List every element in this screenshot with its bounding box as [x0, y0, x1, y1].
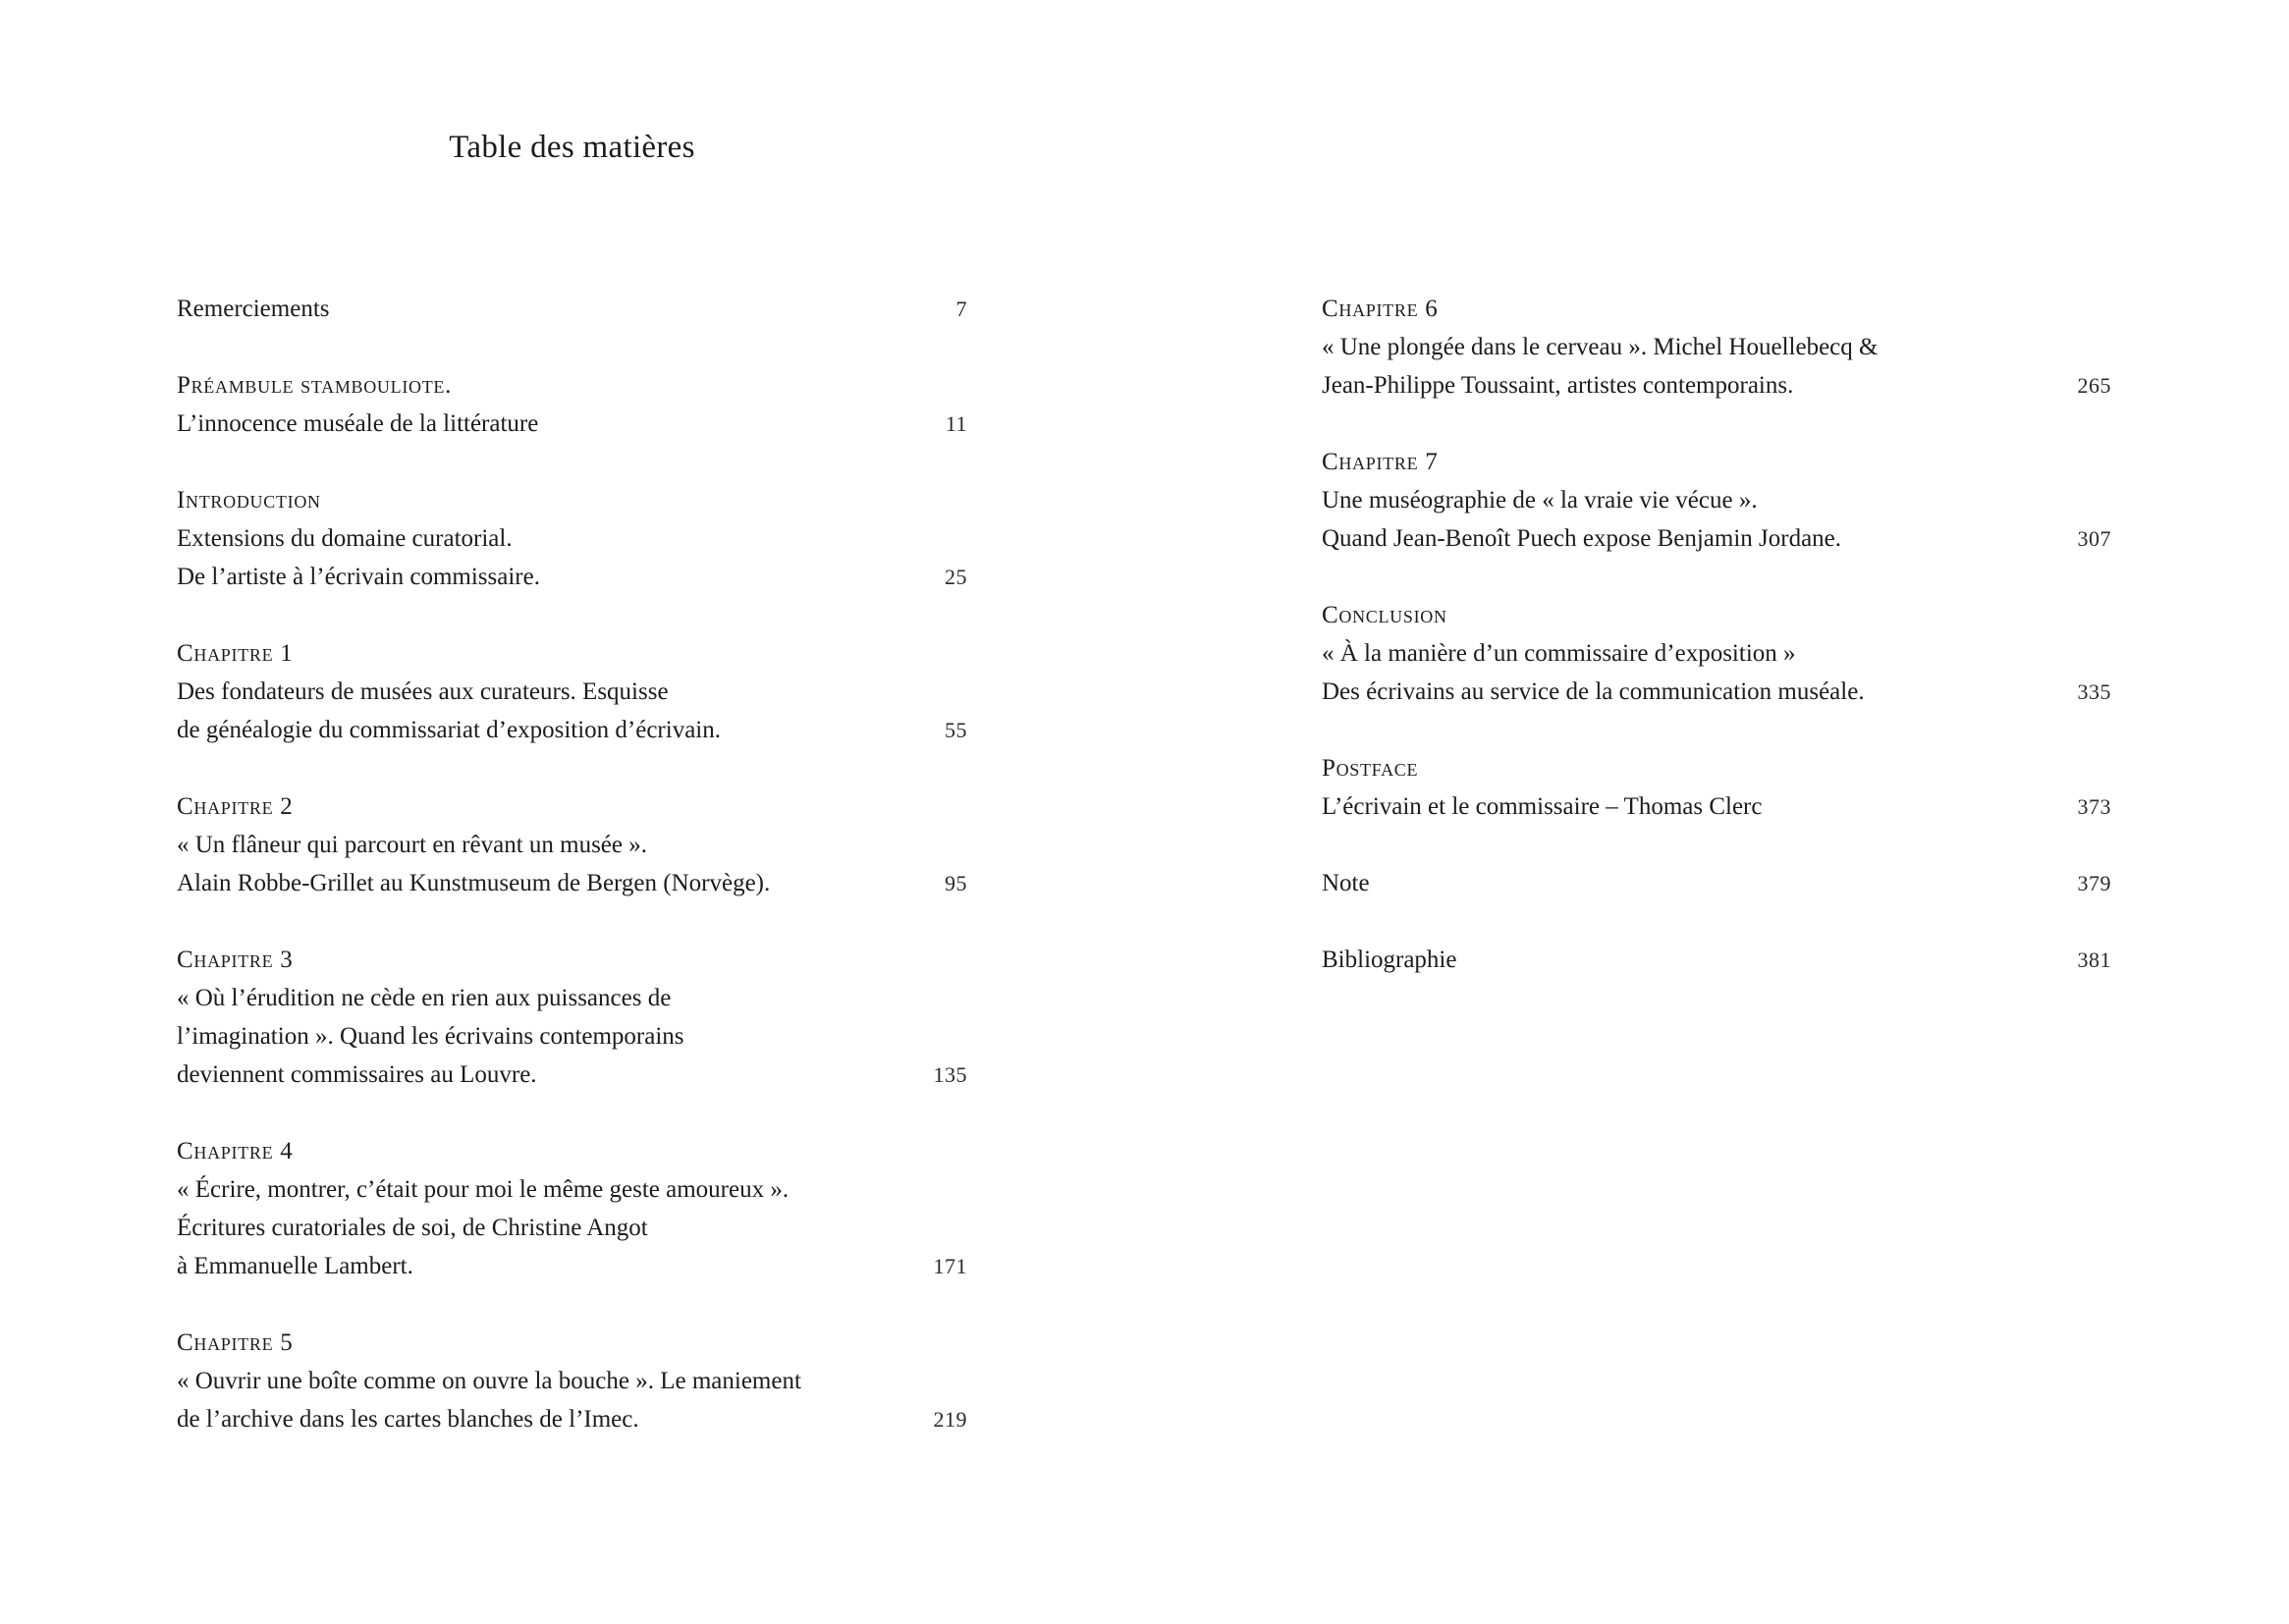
entry-line-text: « Ouvrir une boîte comme on ouvre la bouche ». Le maniement: [177, 1368, 801, 1394]
entry-line-text: « Écrire, montrer, c’était pour moi le même geste amoureux ».: [177, 1176, 790, 1203]
toc-entry-bibliographie: [1322, 941, 2111, 979]
entry-last-line: [177, 1247, 967, 1285]
toc-entry-remerciements: [177, 290, 967, 328]
entry-line-text: Note: [1322, 870, 1370, 896]
entry-line-text: « Où l’érudition ne cède en rien aux puissances de: [177, 985, 672, 1011]
entry-page-number: 373: [2077, 794, 2111, 819]
entry-heading: Chapitre 6: [1322, 296, 1439, 322]
entry-heading: Chapitre 7: [1322, 449, 1439, 475]
entry-line-text: à Emmanuelle Lambert.: [177, 1253, 413, 1279]
entry-line-text: Une muséographie de « la vraie vie vécue ».: [1322, 487, 1758, 514]
entry-heading: Chapitre 2: [177, 793, 294, 820]
entry-line-text: « Un flâneur qui parcourt en rêvant un musée ».: [177, 832, 648, 858]
toc-entry-introduction: [177, 481, 967, 596]
entry-line-text: Quand Jean-Benoît Puech expose Benjamin Jordane.: [1322, 525, 1842, 552]
entry-page-number: 11: [945, 411, 967, 436]
entry-last-line: [177, 711, 967, 749]
toc-entry-chapitre-3: [177, 941, 967, 1094]
entry-page-number: 95: [945, 871, 967, 895]
entry-page-number: 379: [2077, 871, 2111, 895]
entry-last-line: [1322, 673, 2111, 711]
entry-line-text: « Une plongée dans le cerveau ». Michel Houellebecq &: [1322, 334, 1879, 360]
toc-entry-postface: [1322, 749, 2111, 826]
entry-page-number: 219: [933, 1407, 967, 1432]
entry-line-text: Des écrivains au service de la communication muséale.: [1322, 678, 1865, 705]
entry-last-line: [1322, 941, 2111, 979]
toc-entry-chapitre-5: [177, 1324, 967, 1438]
entry-page-number: 307: [2077, 526, 2111, 551]
entry-line-text: deviennent commissaires au Louvre.: [177, 1061, 537, 1088]
entry-heading: Préambule stambouliote.: [177, 372, 453, 399]
entry-last-line: [177, 405, 967, 443]
entry-line-text: Remerciements: [177, 296, 330, 322]
entry-last-line: [177, 558, 967, 596]
toc-column-left: [177, 290, 967, 1438]
entry-page-number: 335: [2077, 679, 2111, 704]
entry-last-line: [1322, 787, 2111, 826]
toc-entry-chapitre-7: [1322, 443, 2111, 558]
entry-line-text: Des fondateurs de musées aux curateurs. Esquisse: [177, 678, 669, 705]
entry-last-line: [177, 1056, 967, 1094]
toc-entry-chapitre-6: [1322, 290, 2111, 405]
entry-last-line: [177, 1400, 967, 1438]
toc-entry-chapitre-1: [177, 634, 967, 749]
entry-heading: Postface: [1322, 755, 1419, 782]
entry-line-text: « À la manière d’un commissaire d’exposition »: [1322, 640, 1796, 667]
entry-heading: Chapitre 5: [177, 1329, 294, 1356]
entry-page-number: 55: [945, 718, 967, 742]
entry-line-text: Bibliographie: [1322, 947, 1457, 973]
entry-line-text: l’imagination ». Quand les écrivains contemporains: [177, 1023, 684, 1050]
entry-last-line: [1322, 864, 2111, 902]
entry-line-text: de l’archive dans les cartes blanches de l’Imec.: [177, 1406, 639, 1433]
entry-line-text: L’écrivain et le commissaire – Thomas Clerc: [1322, 793, 1763, 820]
entry-line-text: Écritures curatoriales de soi, de Christine Angot: [177, 1215, 648, 1241]
entry-page-number: 135: [933, 1062, 967, 1087]
entry-line-text: Alain Robbe-Grillet au Kunstmuseum de Bergen (Norvège).: [177, 870, 771, 896]
entry-page-number: 25: [945, 565, 967, 589]
entry-heading: Introduction: [177, 487, 321, 514]
entry-page-number: 265: [2077, 373, 2111, 398]
entry-heading: Chapitre 1: [177, 640, 294, 667]
entry-heading: Conclusion: [1322, 602, 1447, 628]
toc-entry-note: [1322, 864, 2111, 902]
entry-heading: Chapitre 4: [177, 1138, 294, 1164]
entry-line-text: Jean-Philippe Toussaint, artistes contemporains.: [1322, 372, 1794, 399]
toc-entry-chapitre-4: [177, 1132, 967, 1285]
entry-line-text: De l’artiste à l’écrivain commissaire.: [177, 564, 540, 590]
entry-line-text: de généalogie du commissariat d’exposition d’écrivain.: [177, 717, 721, 743]
entry-line-text: Extensions du domaine curatorial.: [177, 525, 513, 552]
entry-page-number: 7: [955, 297, 967, 321]
toc-column-right: [1322, 290, 2111, 979]
entry-last-line: [177, 864, 967, 902]
entry-page-number: 381: [2077, 947, 2111, 972]
toc-entry-preambule: [177, 366, 967, 443]
entry-last-line: [1322, 519, 2111, 558]
entry-page-number: 171: [933, 1254, 967, 1278]
toc-entry-conclusion: [1322, 596, 2111, 711]
entry-last-line: [177, 290, 967, 328]
toc-entry-chapitre-2: [177, 787, 967, 902]
entry-line-text: L’innocence muséale de la littérature: [177, 410, 539, 437]
entry-last-line: [1322, 366, 2111, 405]
page-title: Table des matières: [449, 130, 695, 165]
entry-heading: Chapitre 3: [177, 947, 294, 973]
